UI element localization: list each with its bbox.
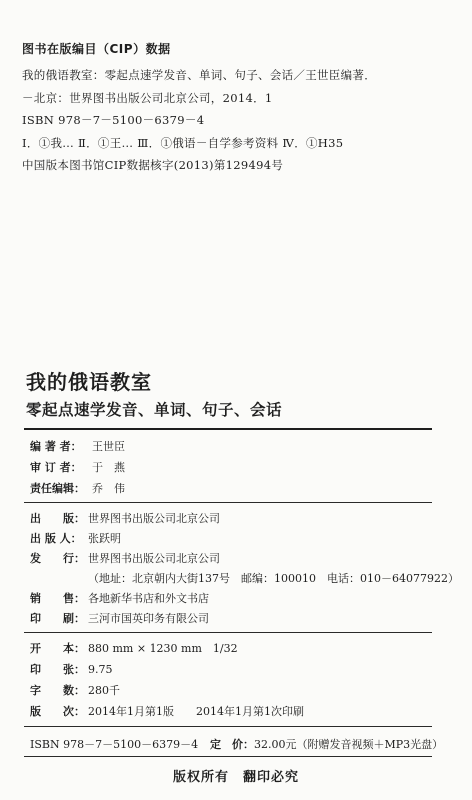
price-value: 32.00元（附赠发音视频＋MP3光盘）	[254, 738, 444, 751]
spec-sheets	[30, 661, 113, 677]
spec-format-label: 开 本：	[30, 642, 85, 655]
pub-head-value: 张跃明	[88, 532, 121, 545]
pub-address	[30, 570, 459, 586]
credit-author-label: 编 著 者：	[30, 440, 82, 453]
pub-publisher-value: 世界图书出版公司北京公司	[88, 512, 220, 525]
price-label: 定 价：	[210, 738, 254, 751]
credit-author-value: 王世臣	[92, 440, 125, 453]
pub-publisher	[30, 510, 220, 526]
credit-reviewer	[30, 459, 125, 475]
cip-line-3: ISBN 978－7－5100－6379－4	[22, 113, 205, 127]
pub-printer-value: 三河市国英印务有限公司	[88, 612, 209, 625]
pub-distribution-label: 发 行：	[30, 552, 85, 565]
credit-author	[30, 438, 125, 454]
footer-isbn: ISBN 978－7－5100－6379－4	[30, 738, 199, 751]
divider-4	[24, 726, 432, 727]
cip-line-2: －北京：世界图书出版公司北京公司，2014．1	[22, 90, 273, 105]
credit-reviewer-value: 于 燕	[92, 461, 125, 474]
pub-publisher-label: 出 版：	[30, 512, 85, 525]
book-title: 我的俄语教室	[26, 370, 152, 394]
divider-5	[24, 756, 432, 757]
spec-format	[30, 640, 238, 656]
spec-edition-label: 版 次：	[30, 705, 85, 718]
spec-edition-value: 2014年1月第1版 2014年1月第1次印刷	[88, 705, 304, 718]
divider-2	[24, 502, 432, 503]
spec-edition	[30, 703, 304, 719]
pub-head	[30, 530, 121, 546]
spec-words	[30, 682, 120, 698]
spec-sheets-label: 印 张：	[30, 663, 85, 676]
credit-editor-label: 责任编辑：	[30, 482, 85, 495]
copyright-notice: 版权所有 翻印必究	[172, 770, 299, 785]
divider-3	[24, 632, 432, 633]
credit-editor	[30, 480, 125, 496]
isbn-price-row	[30, 736, 443, 752]
pub-printer-label: 印 刷：	[30, 612, 85, 625]
spec-sheets-value: 9.75	[88, 663, 113, 676]
cip-line-4: Ⅰ．①我… Ⅱ．①王… Ⅲ．①俄语－自学参考资料 Ⅳ．①H35	[22, 135, 344, 150]
pub-head-label: 出 版 人：	[30, 532, 82, 545]
credit-reviewer-label: 审 订 者：	[30, 461, 82, 474]
divider-top	[24, 428, 432, 430]
spec-words-label: 字 数：	[30, 684, 85, 697]
pub-printer	[30, 610, 209, 626]
spec-words-value: 280千	[88, 684, 120, 697]
cip-line-1: 我的俄语教室：零起点速学发音、单词、句子、会话／王世臣编著．	[22, 68, 376, 82]
pub-distribution-value: 世界图书出版公司北京公司	[88, 552, 220, 565]
pub-sales	[30, 590, 209, 606]
spec-format-value: 880 mm × 1230 mm 1/32	[88, 642, 238, 655]
pub-address-value: （地址：北京朝内大街137号 邮编：100010 电话：010－64077922）	[88, 572, 459, 585]
pub-sales-label: 销 售：	[30, 592, 85, 605]
cip-header: 图书在版编目（CIP）数据	[22, 42, 171, 56]
pub-sales-value: 各地新华书店和外文书店	[88, 592, 209, 605]
book-subtitle: 零起点速学发音、单词、句子、会话	[26, 401, 283, 419]
cip-line-5: 中国版本图书馆CIP数据核字(2013)第129494号	[22, 158, 284, 172]
cip-block	[22, 40, 442, 177]
credit-editor-value: 乔 伟	[92, 482, 125, 495]
pub-distribution	[30, 550, 220, 566]
